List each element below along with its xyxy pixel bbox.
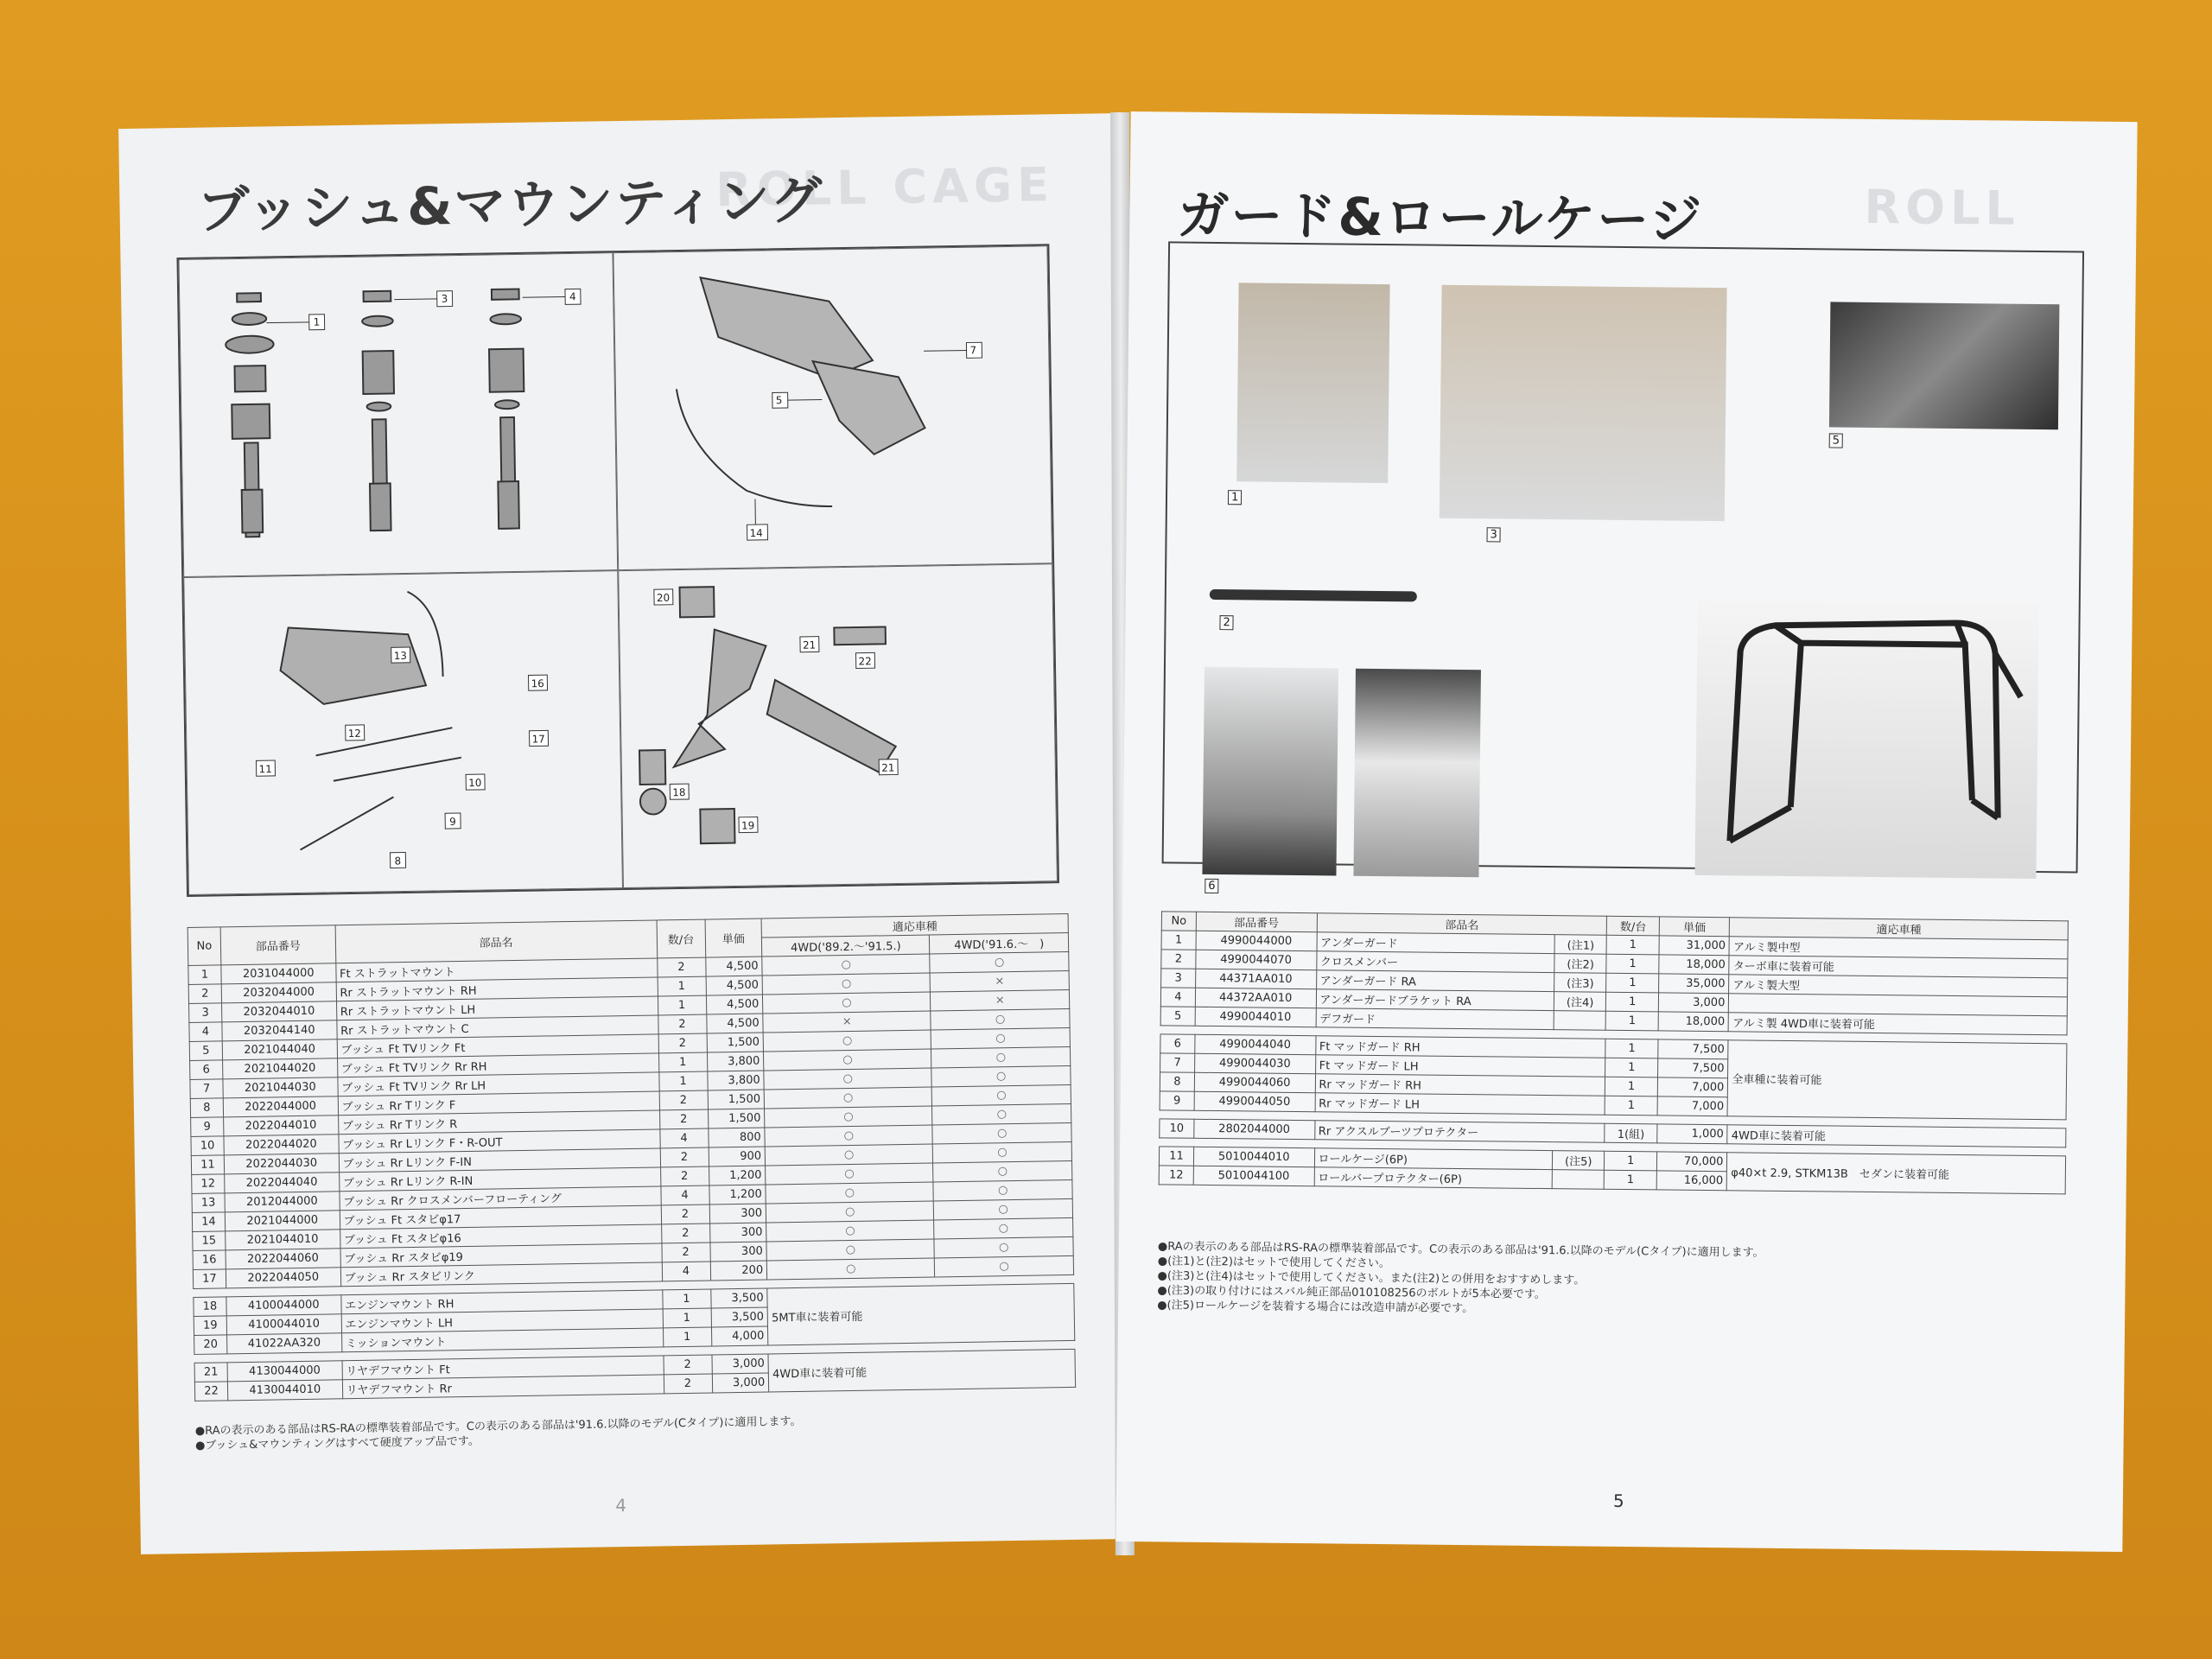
callout-17: 17 bbox=[531, 733, 545, 746]
cell-no: 17 bbox=[193, 1269, 226, 1289]
callout-18: 18 bbox=[672, 786, 686, 799]
footnote: ●ブッシュ&マウンティングはすべて硬度アップ品です。 bbox=[194, 1434, 480, 1452]
footnote: ●(注3)と(注4)はセットで使用してください。また(注2)との併用をおすすめします。 bbox=[1157, 1269, 1586, 1287]
cell-fitment-note: 4WD車に装着可能 bbox=[768, 1349, 1075, 1392]
cell-fit-b: ○ bbox=[933, 1160, 1072, 1182]
cell-no: 21 bbox=[194, 1363, 227, 1382]
cell-price: 4,000 bbox=[711, 1326, 768, 1346]
cell-qty: 1 bbox=[658, 1071, 707, 1091]
cell-fit-a: ○ bbox=[764, 1049, 931, 1071]
cell-price: 3,500 bbox=[711, 1307, 768, 1327]
cell-no: 16 bbox=[193, 1250, 226, 1270]
cell-part-number: 4130044000 bbox=[227, 1361, 342, 1382]
cell-no: 8 bbox=[190, 1098, 223, 1118]
cell-part-number: 2032044000 bbox=[221, 982, 336, 1003]
cell-part-name: リヤデフマウント Ft bbox=[342, 1356, 664, 1380]
col-part-name: 部品名 bbox=[335, 920, 658, 963]
cell-qty: 1 bbox=[658, 995, 706, 1015]
callout-21b: 21 bbox=[881, 761, 895, 774]
cell-price: 800 bbox=[708, 1128, 765, 1147]
cell-part-name: ブッシュ Rr Tリンク R bbox=[338, 1110, 659, 1135]
col-price: 単価 bbox=[1659, 917, 1730, 937]
cell-qty: 1 bbox=[1605, 1170, 1657, 1190]
cell-price: 1,200 bbox=[709, 1166, 766, 1185]
cell-qty: 2 bbox=[658, 1014, 706, 1034]
cell-fit-a: ○ bbox=[766, 1163, 933, 1185]
cell-part-number: 2022044060 bbox=[226, 1249, 340, 1269]
cell-part-name: ブッシュ Rr スタビリンク bbox=[340, 1262, 662, 1287]
photo-diff-guard bbox=[1829, 302, 2060, 429]
col-price: 単価 bbox=[705, 918, 762, 957]
cell-no: 1 bbox=[188, 965, 221, 985]
cell-fit-b: ○ bbox=[930, 951, 1069, 973]
cell-no: 12 bbox=[192, 1174, 225, 1194]
cell-fit-a: ○ bbox=[762, 954, 930, 976]
cell-part-number: 44372AA010 bbox=[1195, 988, 1316, 1007]
cell-fit-a: ○ bbox=[766, 1201, 933, 1223]
cell-price: 1,500 bbox=[708, 1109, 765, 1128]
cell-fitment: アルミ製 4WD車に装着可能 bbox=[1729, 1013, 2068, 1035]
ghost-bleedthrough-text: ROLL bbox=[1864, 179, 2021, 236]
cell-no: 6 bbox=[1160, 1034, 1195, 1053]
cell-part-note: (注2) bbox=[1554, 954, 1607, 974]
cell-no: 11 bbox=[1159, 1147, 1193, 1166]
cell-fitment: ターボ車に装着可能 bbox=[1729, 956, 2068, 978]
cell-fit-a: ○ bbox=[762, 973, 930, 995]
photo-label: 5 bbox=[1829, 433, 1843, 448]
cell-qty: 1 bbox=[1605, 1077, 1658, 1096]
cell-fit-b: ○ bbox=[934, 1236, 1073, 1258]
callout-1: 1 bbox=[313, 315, 321, 328]
cell-qty: 1 bbox=[1605, 1096, 1658, 1116]
cell-part-number: 4990044040 bbox=[1195, 1034, 1316, 1054]
cell-no: 5 bbox=[1160, 1007, 1195, 1026]
cell-no: 9 bbox=[191, 1117, 224, 1137]
cell-no: 10 bbox=[191, 1136, 224, 1156]
col-fitment: 適応車種 bbox=[761, 913, 1068, 938]
col-qty: 数/台 bbox=[1607, 916, 1660, 936]
photo-under-guard-ra bbox=[1440, 285, 1727, 521]
cell-no: 6 bbox=[190, 1060, 223, 1080]
cell-qty: 2 bbox=[661, 1243, 709, 1262]
callout-7: 7 bbox=[969, 344, 977, 357]
page-number: 5 bbox=[1612, 1490, 1624, 1512]
cell-qty: 1(組) bbox=[1605, 1123, 1657, 1143]
cell-fit-b: ○ bbox=[935, 1255, 1074, 1277]
cell-part-number: 4130044010 bbox=[227, 1380, 342, 1401]
photo-rear-mudguard bbox=[1353, 669, 1481, 878]
cell-no: 9 bbox=[1160, 1091, 1194, 1110]
cell-qty: 1 bbox=[1606, 1011, 1659, 1031]
cell-part-name: ブッシュ Ft TVリンク Rr RH bbox=[337, 1053, 658, 1077]
cell-price: 300 bbox=[709, 1204, 766, 1224]
callout-8: 8 bbox=[394, 855, 402, 868]
page-title: ガード&ロールケージ bbox=[1177, 185, 1704, 251]
cell-qty: 1 bbox=[1606, 935, 1659, 955]
cell-no: 7 bbox=[190, 1079, 223, 1099]
cell-fitment: アルミ製大型 bbox=[1729, 975, 2068, 997]
cell-fit-b: × bbox=[930, 970, 1069, 992]
col-qty: 数/台 bbox=[657, 919, 706, 958]
callout-13: 13 bbox=[393, 649, 408, 663]
cell-part-name: アンダーガード bbox=[1317, 932, 1555, 954]
cell-part-name: Rr ストラットマウント RH bbox=[336, 977, 658, 1001]
cell-part-number: 2021044030 bbox=[223, 1077, 338, 1098]
cell-part-name: ブッシュ Rr Tリンク F bbox=[338, 1091, 659, 1116]
cell-fitment-note: 全車種に装着可能 bbox=[1728, 1040, 2067, 1120]
callout-22: 22 bbox=[858, 655, 872, 668]
cell-part-number: 2012044000 bbox=[225, 1192, 340, 1212]
cell-fit-b: ○ bbox=[932, 1084, 1071, 1106]
cell-qty: 1 bbox=[662, 1289, 710, 1309]
cell-no: 12 bbox=[1159, 1166, 1193, 1185]
cell-no: 2 bbox=[188, 984, 221, 1004]
cell-price: 18,000 bbox=[1658, 1012, 1729, 1032]
cell-price: 7,500 bbox=[1657, 1058, 1728, 1078]
cell-price: 16,000 bbox=[1656, 1171, 1727, 1191]
cell-part-name: ブッシュ Ft TVリンク Ft bbox=[337, 1034, 658, 1058]
col-part-number: 部品番号 bbox=[1196, 912, 1317, 931]
cell-no: 3 bbox=[189, 1003, 222, 1023]
cell-no: 4 bbox=[1160, 988, 1195, 1007]
cell-part-name: Rr ストラットマウント LH bbox=[336, 996, 658, 1020]
cell-no: 4 bbox=[189, 1022, 222, 1042]
ghost-bleedthrough-text: ROLL CAGE bbox=[715, 157, 1055, 218]
cell-no: 3 bbox=[1161, 969, 1196, 988]
cell-fit-a: ○ bbox=[763, 992, 931, 1014]
cell-part-number: 2032044010 bbox=[221, 1001, 336, 1022]
callout-5: 5 bbox=[775, 394, 783, 407]
cell-price: 3,000 bbox=[1658, 993, 1729, 1013]
cell-qty: 1 bbox=[658, 976, 706, 996]
bushing-parts-table bbox=[188, 913, 1076, 1402]
cell-price: 3,000 bbox=[712, 1373, 769, 1393]
cell-qty: 2 bbox=[659, 1090, 708, 1110]
cell-part-name: ミッションマウント bbox=[341, 1328, 663, 1352]
cell-part-note: (注1) bbox=[1554, 935, 1607, 955]
cell-price: 4,500 bbox=[706, 995, 763, 1014]
cell-qty: 2 bbox=[661, 1224, 709, 1243]
cell-no: 15 bbox=[193, 1231, 226, 1251]
diagram-front-crossmember bbox=[613, 245, 1052, 570]
cell-part-number: 2021044010 bbox=[226, 1230, 340, 1250]
footnote: ●RAの表示のある部品はRS-RAの標準装着部品です。Cの表示のある部品は'91.6.以降のモデル(Cタイプ)に適用します。 bbox=[194, 1414, 802, 1438]
footnote: ●(注1)と(注2)はセットで使用してください。 bbox=[1157, 1255, 1391, 1271]
cell-qty: 1 bbox=[1606, 973, 1659, 993]
cell-fitment: 4WD車に装着可能 bbox=[1727, 1125, 2066, 1147]
cell-price: 18,000 bbox=[1659, 955, 1730, 975]
callout-21: 21 bbox=[802, 639, 817, 652]
cell-part-name: Rr マッドガード LH bbox=[1315, 1093, 1605, 1116]
cell-part-number: 2021044000 bbox=[225, 1211, 340, 1231]
cell-part-number: 2022044020 bbox=[224, 1135, 339, 1155]
photo-under-guard bbox=[1236, 283, 1389, 483]
cell-part-number: 4100044000 bbox=[226, 1295, 341, 1316]
cell-part-name: Rr アクスルブーツプロテクター bbox=[1314, 1121, 1605, 1143]
cell-fit-b: ○ bbox=[934, 1198, 1073, 1220]
cell-part-name: Ft マッドガード RH bbox=[1315, 1036, 1605, 1058]
cell-no: 18 bbox=[194, 1297, 226, 1317]
cell-part-name: デフガード bbox=[1316, 1008, 1554, 1030]
cell-no: 14 bbox=[192, 1212, 225, 1232]
left-page bbox=[118, 113, 1135, 1554]
cell-part-name: ブッシュ Ft スタビφ16 bbox=[340, 1224, 661, 1249]
cell-qty: 1 bbox=[1605, 1058, 1658, 1077]
cell-part-number: 44371AA010 bbox=[1195, 969, 1316, 988]
cell-no: 20 bbox=[194, 1335, 227, 1355]
footnote: ●(注3)の取り付けにはスバル純正部品010108256のボルトが5本必要です。 bbox=[1157, 1284, 1546, 1302]
cell-part-number: 2031044000 bbox=[221, 963, 336, 984]
cell-price: 1,500 bbox=[708, 1090, 765, 1109]
cell-part-name: ブッシュ Rr Lリンク F・R-OUT bbox=[339, 1129, 660, 1154]
col-part-number: 部品番号 bbox=[220, 925, 335, 965]
cell-part-note bbox=[1554, 1011, 1606, 1031]
cell-price: 4,500 bbox=[705, 957, 762, 976]
bushing-rows bbox=[188, 951, 1076, 1401]
cell-part-number: 4990044050 bbox=[1194, 1091, 1315, 1111]
callout-9: 9 bbox=[449, 815, 456, 829]
col-fit-b: 4WD('91.6.～ ) bbox=[930, 932, 1069, 954]
cell-fitment-note: 5MT車に装着可能 bbox=[767, 1283, 1075, 1345]
cell-price: 7,000 bbox=[1657, 1096, 1728, 1116]
cell-part-name: Rr マッドガード RH bbox=[1315, 1074, 1605, 1096]
cell-fit-a: ○ bbox=[765, 1125, 932, 1147]
photo-label: 6 bbox=[1205, 879, 1218, 893]
cell-price: 70,000 bbox=[1656, 1152, 1727, 1172]
cell-part-name: Ft マッドガード LH bbox=[1315, 1055, 1605, 1077]
cell-part-name: ブッシュ Rr Lリンク R-IN bbox=[339, 1167, 660, 1192]
cell-fit-b: ○ bbox=[933, 1179, 1072, 1201]
photo-roll-cage bbox=[1694, 599, 2038, 879]
cell-qty: 2 bbox=[664, 1374, 712, 1394]
cell-part-note: (注3) bbox=[1554, 973, 1607, 993]
cell-no: 22 bbox=[194, 1382, 227, 1402]
cell-price: 7,500 bbox=[1658, 1039, 1729, 1059]
diagram-strut-mounts bbox=[178, 252, 618, 577]
callout-3: 3 bbox=[441, 292, 448, 305]
cell-fit-a: ○ bbox=[766, 1220, 934, 1242]
cell-part-number: 4990044060 bbox=[1194, 1072, 1315, 1092]
diagram-rear-links bbox=[183, 570, 623, 895]
photo-label: 1 bbox=[1228, 490, 1242, 505]
cell-price: 4,500 bbox=[706, 976, 763, 995]
cell-part-number: 2022044030 bbox=[224, 1154, 339, 1174]
cell-no: 7 bbox=[1160, 1053, 1195, 1072]
cell-fit-a: ○ bbox=[764, 1068, 931, 1090]
guard-parts-table bbox=[1159, 911, 2069, 1194]
cell-part-number: 4100044010 bbox=[226, 1314, 341, 1335]
cell-qty: 1 bbox=[1606, 954, 1659, 974]
callout-11: 11 bbox=[258, 762, 272, 776]
cell-fit-b: ○ bbox=[933, 1141, 1072, 1163]
cell-qty: 2 bbox=[659, 1109, 708, 1129]
cell-fit-a: ○ bbox=[763, 1030, 931, 1052]
cell-part-number: 2022044050 bbox=[226, 1268, 340, 1288]
col-fit-a: 4WD('89.2.～'91.5.) bbox=[762, 935, 930, 957]
cell-qty: 2 bbox=[658, 1033, 707, 1053]
cell-qty: 2 bbox=[661, 1205, 709, 1224]
cell-fit-b: ○ bbox=[931, 1027, 1070, 1049]
cell-no: 19 bbox=[194, 1316, 226, 1336]
photo-label: 3 bbox=[1487, 527, 1501, 542]
cell-part-name: アンダーガード RA bbox=[1316, 970, 1554, 992]
cell-qty: 2 bbox=[660, 1147, 709, 1167]
cell-part-number: 2022044010 bbox=[224, 1116, 339, 1136]
cell-price: 4,500 bbox=[706, 1014, 763, 1033]
cell-part-name: ブッシュ Rr スタビφ19 bbox=[340, 1243, 662, 1268]
callout-19: 19 bbox=[741, 819, 755, 832]
col-part-name: 部品名 bbox=[1317, 913, 1607, 936]
cell-price: 3,500 bbox=[710, 1288, 767, 1308]
cell-qty: 1 bbox=[1606, 992, 1659, 1012]
guard-rows bbox=[1159, 931, 2068, 1194]
page-number: 4 bbox=[615, 1495, 627, 1516]
cell-part-name: エンジンマウント RH bbox=[340, 1290, 662, 1314]
callout-10: 10 bbox=[468, 776, 482, 790]
cell-price: 35,000 bbox=[1658, 974, 1729, 994]
cell-part-name: ブッシュ Rr クロスメンバーフローティング bbox=[340, 1186, 661, 1211]
cell-part-number: 2021044040 bbox=[222, 1039, 337, 1060]
col-no: No bbox=[1161, 912, 1196, 931]
cell-part-name: ブッシュ Rr Lリンク F-IN bbox=[339, 1148, 660, 1173]
parts-diagram-grid bbox=[176, 244, 1058, 897]
cell-part-number: 2022044040 bbox=[225, 1173, 340, 1193]
cell-no: 13 bbox=[192, 1193, 225, 1213]
cell-part-number: 2021044020 bbox=[222, 1058, 337, 1079]
cell-fit-b: ○ bbox=[934, 1217, 1073, 1239]
col-no: No bbox=[188, 927, 221, 966]
cell-price: 300 bbox=[709, 1242, 766, 1262]
cell-no: 1 bbox=[1161, 931, 1196, 950]
cell-qty: 1 bbox=[663, 1327, 711, 1347]
cell-fit-b: ○ bbox=[932, 1103, 1071, 1125]
cell-qty: 1 bbox=[663, 1308, 711, 1328]
cell-part-note: (注5) bbox=[1552, 1151, 1605, 1171]
diagram-engine-diff-mounts bbox=[618, 563, 1058, 888]
cell-fit-b: ○ bbox=[931, 1008, 1070, 1030]
cell-part-number: 2802044000 bbox=[1194, 1119, 1315, 1139]
cell-fit-a: ○ bbox=[764, 1087, 931, 1109]
cell-qty: 4 bbox=[659, 1128, 708, 1148]
cell-fitment-note: φ40×t 2.9, STKM13B セダンに装着可能 bbox=[1727, 1153, 2066, 1194]
cell-no: 2 bbox=[1161, 950, 1196, 969]
col-fitment: 適応車種 bbox=[1730, 918, 2069, 940]
cell-price: 3,800 bbox=[707, 1071, 764, 1090]
cell-price: 1,200 bbox=[709, 1185, 766, 1205]
cell-fit-a: × bbox=[763, 1011, 931, 1033]
callout-16: 16 bbox=[531, 677, 544, 690]
cell-fit-b: ○ bbox=[931, 1065, 1071, 1087]
cell-fit-a: ○ bbox=[765, 1106, 932, 1128]
cell-part-name: ブッシュ Ft スタビφ17 bbox=[340, 1205, 661, 1230]
cell-qty: 1 bbox=[1605, 1039, 1658, 1058]
cell-price: 300 bbox=[709, 1223, 766, 1243]
cell-part-number: 4990044010 bbox=[1195, 1007, 1316, 1027]
cell-no: 10 bbox=[1160, 1119, 1194, 1138]
cell-fit-a: ○ bbox=[766, 1182, 933, 1204]
cell-fit-b: ○ bbox=[931, 1046, 1071, 1068]
cell-fit-a: ○ bbox=[766, 1239, 934, 1261]
cell-no: 5 bbox=[189, 1041, 222, 1061]
cell-part-name: リヤデフマウント Rr bbox=[342, 1375, 664, 1399]
cell-part-number: 4990044030 bbox=[1194, 1053, 1315, 1073]
cell-part-number: 4990044070 bbox=[1196, 950, 1317, 969]
cell-price: 3,000 bbox=[711, 1354, 768, 1374]
page-title: ブッシュ&マウンティング bbox=[197, 170, 825, 241]
cell-price: 7,000 bbox=[1657, 1077, 1728, 1097]
cell-part-name: Rr ストラットマウント C bbox=[336, 1015, 658, 1039]
callout-20: 20 bbox=[656, 591, 671, 605]
footnotes bbox=[195, 1414, 802, 1453]
cell-part-note: (注4) bbox=[1554, 992, 1606, 1012]
cell-price: 3,800 bbox=[707, 1052, 764, 1071]
cell-price: 1,500 bbox=[707, 1033, 764, 1052]
cell-part-name: クロスメンバー bbox=[1316, 951, 1554, 973]
photo-front-mudguard bbox=[1202, 667, 1338, 876]
cell-qty: 2 bbox=[660, 1166, 709, 1186]
cell-price: 31,000 bbox=[1659, 936, 1730, 956]
cell-part-name: ロールケージ(6P) bbox=[1314, 1148, 1553, 1170]
callout-14: 14 bbox=[749, 526, 763, 540]
cell-part-number: 5010044010 bbox=[1193, 1147, 1314, 1166]
footnote: ●(注5)ロールケージを装着する場合には改造申請が必要です。 bbox=[1157, 1299, 1474, 1316]
cell-qty: 1 bbox=[658, 1052, 707, 1072]
cell-no: 11 bbox=[191, 1155, 224, 1175]
cell-price: 200 bbox=[710, 1261, 767, 1281]
cell-fit-b: × bbox=[931, 989, 1070, 1011]
cell-qty: 4 bbox=[660, 1185, 709, 1205]
right-page bbox=[1116, 111, 2137, 1552]
cell-price: 900 bbox=[709, 1147, 766, 1166]
cell-part-note bbox=[1552, 1170, 1605, 1190]
cell-part-name: Ft ストラットマウント bbox=[335, 958, 657, 982]
cell-part-name: ブッシュ Ft TVリンク Rr LH bbox=[337, 1072, 658, 1096]
cell-part-name: エンジンマウント LH bbox=[341, 1309, 663, 1333]
cell-qty: 1 bbox=[1605, 1151, 1657, 1171]
cell-part-number: 5010044100 bbox=[1193, 1166, 1314, 1185]
parts-photo-grid bbox=[1162, 241, 2084, 893]
cell-part-number: 2032044140 bbox=[222, 1020, 337, 1041]
cell-part-number: 4990044000 bbox=[1196, 931, 1317, 950]
cell-price: 1,000 bbox=[1657, 1124, 1728, 1144]
cell-qty: 2 bbox=[664, 1355, 712, 1375]
callout-12: 12 bbox=[347, 727, 362, 741]
cell-fit-a: ○ bbox=[765, 1144, 932, 1166]
cell-part-name: アンダーガードブラケット RA bbox=[1316, 989, 1554, 1011]
footnotes bbox=[1157, 1239, 1764, 1319]
cell-fit-b: ○ bbox=[932, 1122, 1071, 1144]
cell-part-number: 2022044000 bbox=[223, 1096, 338, 1117]
callout-4: 4 bbox=[569, 290, 576, 303]
cell-qty: 4 bbox=[662, 1262, 710, 1281]
footnote: ●RAの表示のある部品はRS-RAの標準装着部品です。Cの表示のある部品は'91.6.以降のモデル(Cタイプ)に適用します。 bbox=[1157, 1240, 1764, 1260]
cell-part-number: 41022AA320 bbox=[226, 1333, 341, 1354]
cell-no: 8 bbox=[1160, 1072, 1194, 1091]
cell-fitment: アルミ製中型 bbox=[1729, 937, 2068, 959]
cell-fit-a: ○ bbox=[766, 1258, 934, 1280]
photo-cross-member bbox=[1210, 589, 1417, 602]
cell-part-name: ロールバープロテクター(6P) bbox=[1314, 1167, 1553, 1189]
cell-qty: 2 bbox=[657, 957, 705, 977]
photo-label: 2 bbox=[1219, 615, 1233, 630]
